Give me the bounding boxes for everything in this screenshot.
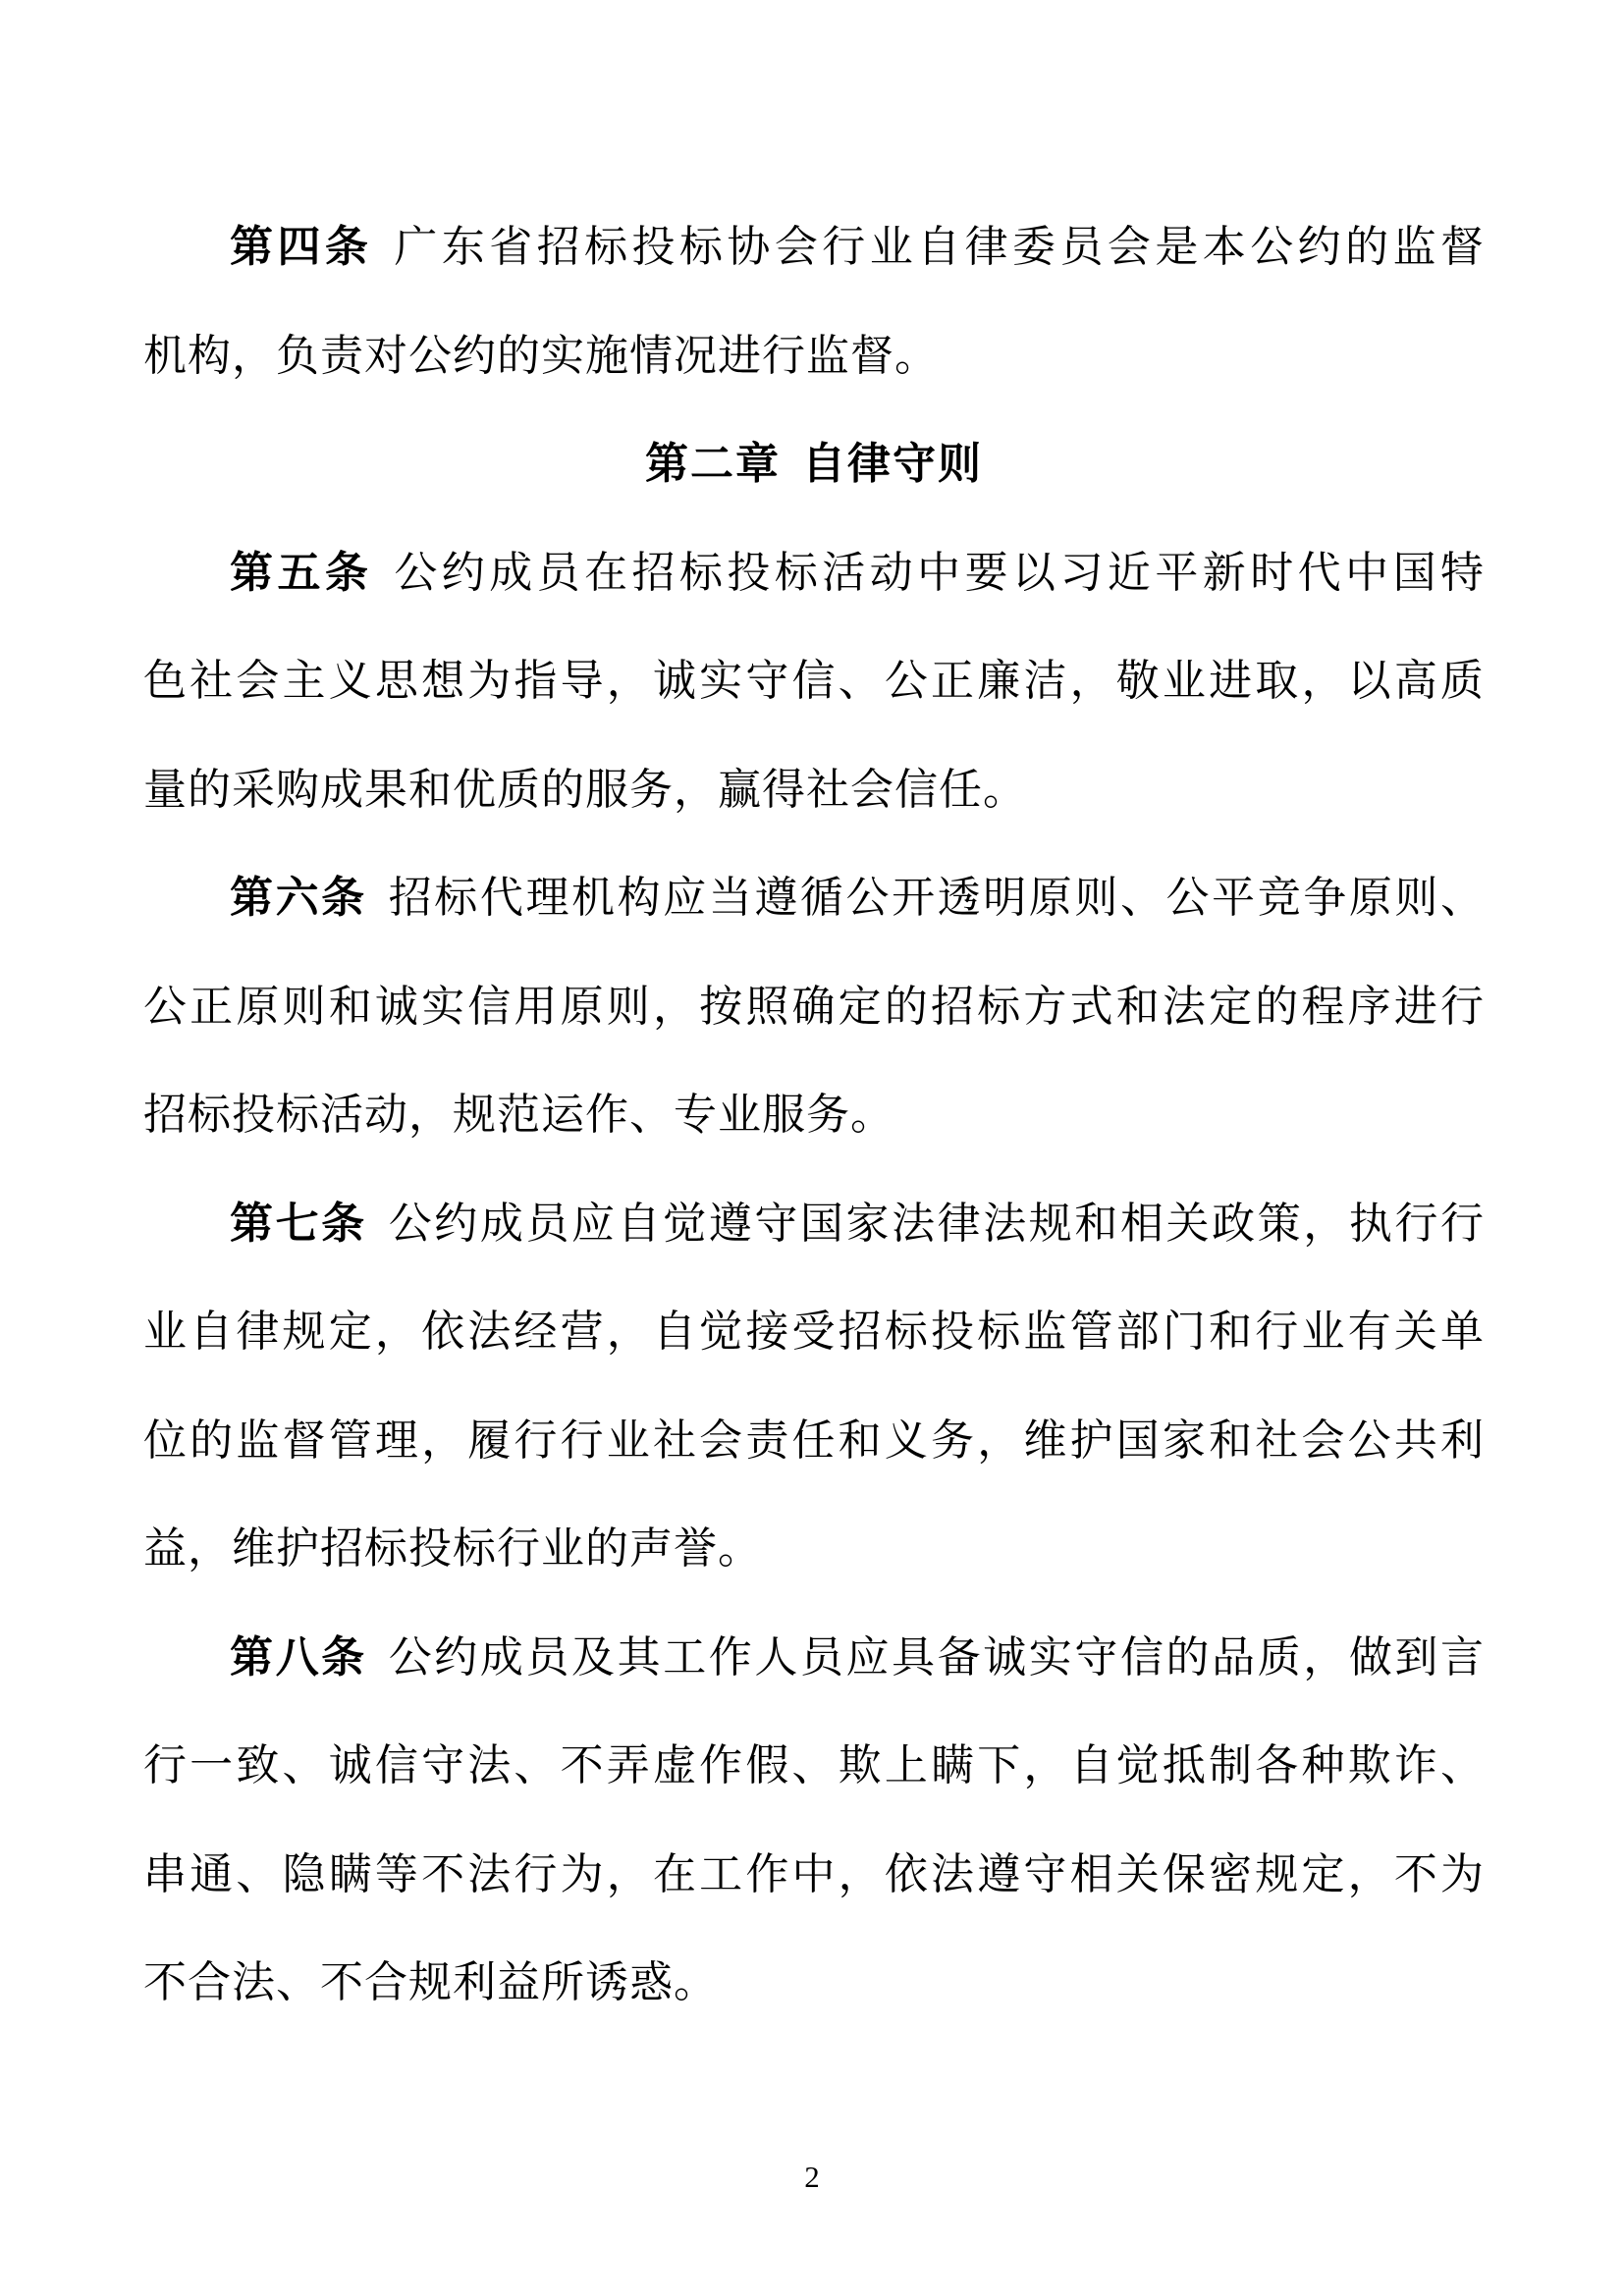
text-line [143,953,1485,1062]
line-text: 串通、隐瞒等不法行为，在工作中，依法遵守相关保密规定，不为 [143,1848,1485,1899]
line-text: 益，维护招标投标行业的声誉。 [143,1523,762,1574]
line-text: 公正原则和诚实信用原则，按照确定的招标方式和法定的程序进行 [143,981,1485,1032]
chapter-heading [143,410,1485,519]
text-line [143,627,1485,736]
article-label: 第六条 [230,873,367,923]
text-line [143,519,1485,628]
line-text: 量的采购成果和优质的服务，赢得社会信任。 [143,764,1027,815]
line-text: 招标投标活动，规范运作、专业服务。 [143,1090,894,1140]
article-label: 第八条 [230,1631,367,1682]
line-text: 行一致、诚信守法、不弄虚作假、欺上瞒下，自觉抵制各种欺诈、 [143,1740,1485,1790]
line-text: 色社会主义思想为指导，诚实守信、公正廉洁，敬业进取，以高质 [143,656,1485,706]
text-line [143,1604,1485,1713]
line-text: 业自律规定，依法经营，自觉接受招标投标监管部门和行业有关单 [143,1307,1485,1357]
text-line [143,302,1485,411]
text-line [143,1278,1485,1387]
article-label: 第七条 [230,1198,367,1249]
page-number: 2 [804,2160,820,2194]
text-line [143,1929,1485,2038]
line-text: 自律守则 [802,439,983,489]
text-line [143,193,1485,302]
line-text: 广东省招标投标协会行业自律委员会是本公约的监督 [394,222,1486,272]
line-text: 公约成员在招标投标活动中要以习近平新时代中国特 [394,547,1486,598]
line-text: 机构，负责对公约的实施情况进行监督。 [143,330,939,381]
text-line [143,844,1485,953]
article-label: 第五条 [230,547,373,598]
text-line [143,1495,1485,1604]
article-label: 第四条 [230,222,373,272]
line-text: 不合法、不合规利益所诱惑。 [143,1957,718,2007]
text-line [143,1712,1485,1821]
line-text: 公约成员应自觉遵守国家法律法规和相关政策，执行行 [388,1198,1486,1249]
line-text: 招标代理机构应当遵循公开透明原则、公平竞争原则、 [388,873,1486,923]
chapter-label: 第二章 [645,439,781,489]
line-text: 位的监督管理，履行行业社会责任和义务，维护国家和社会公共利 [143,1415,1485,1466]
text-line [143,1061,1485,1170]
document-body [143,193,1485,2038]
text-line [143,1821,1485,1930]
line-text: 公约成员及其工作人员应具备诚实守信的品质，做到言 [388,1631,1486,1682]
text-line [143,736,1485,845]
text-line [143,1170,1485,1279]
text-line [143,1387,1485,1496]
